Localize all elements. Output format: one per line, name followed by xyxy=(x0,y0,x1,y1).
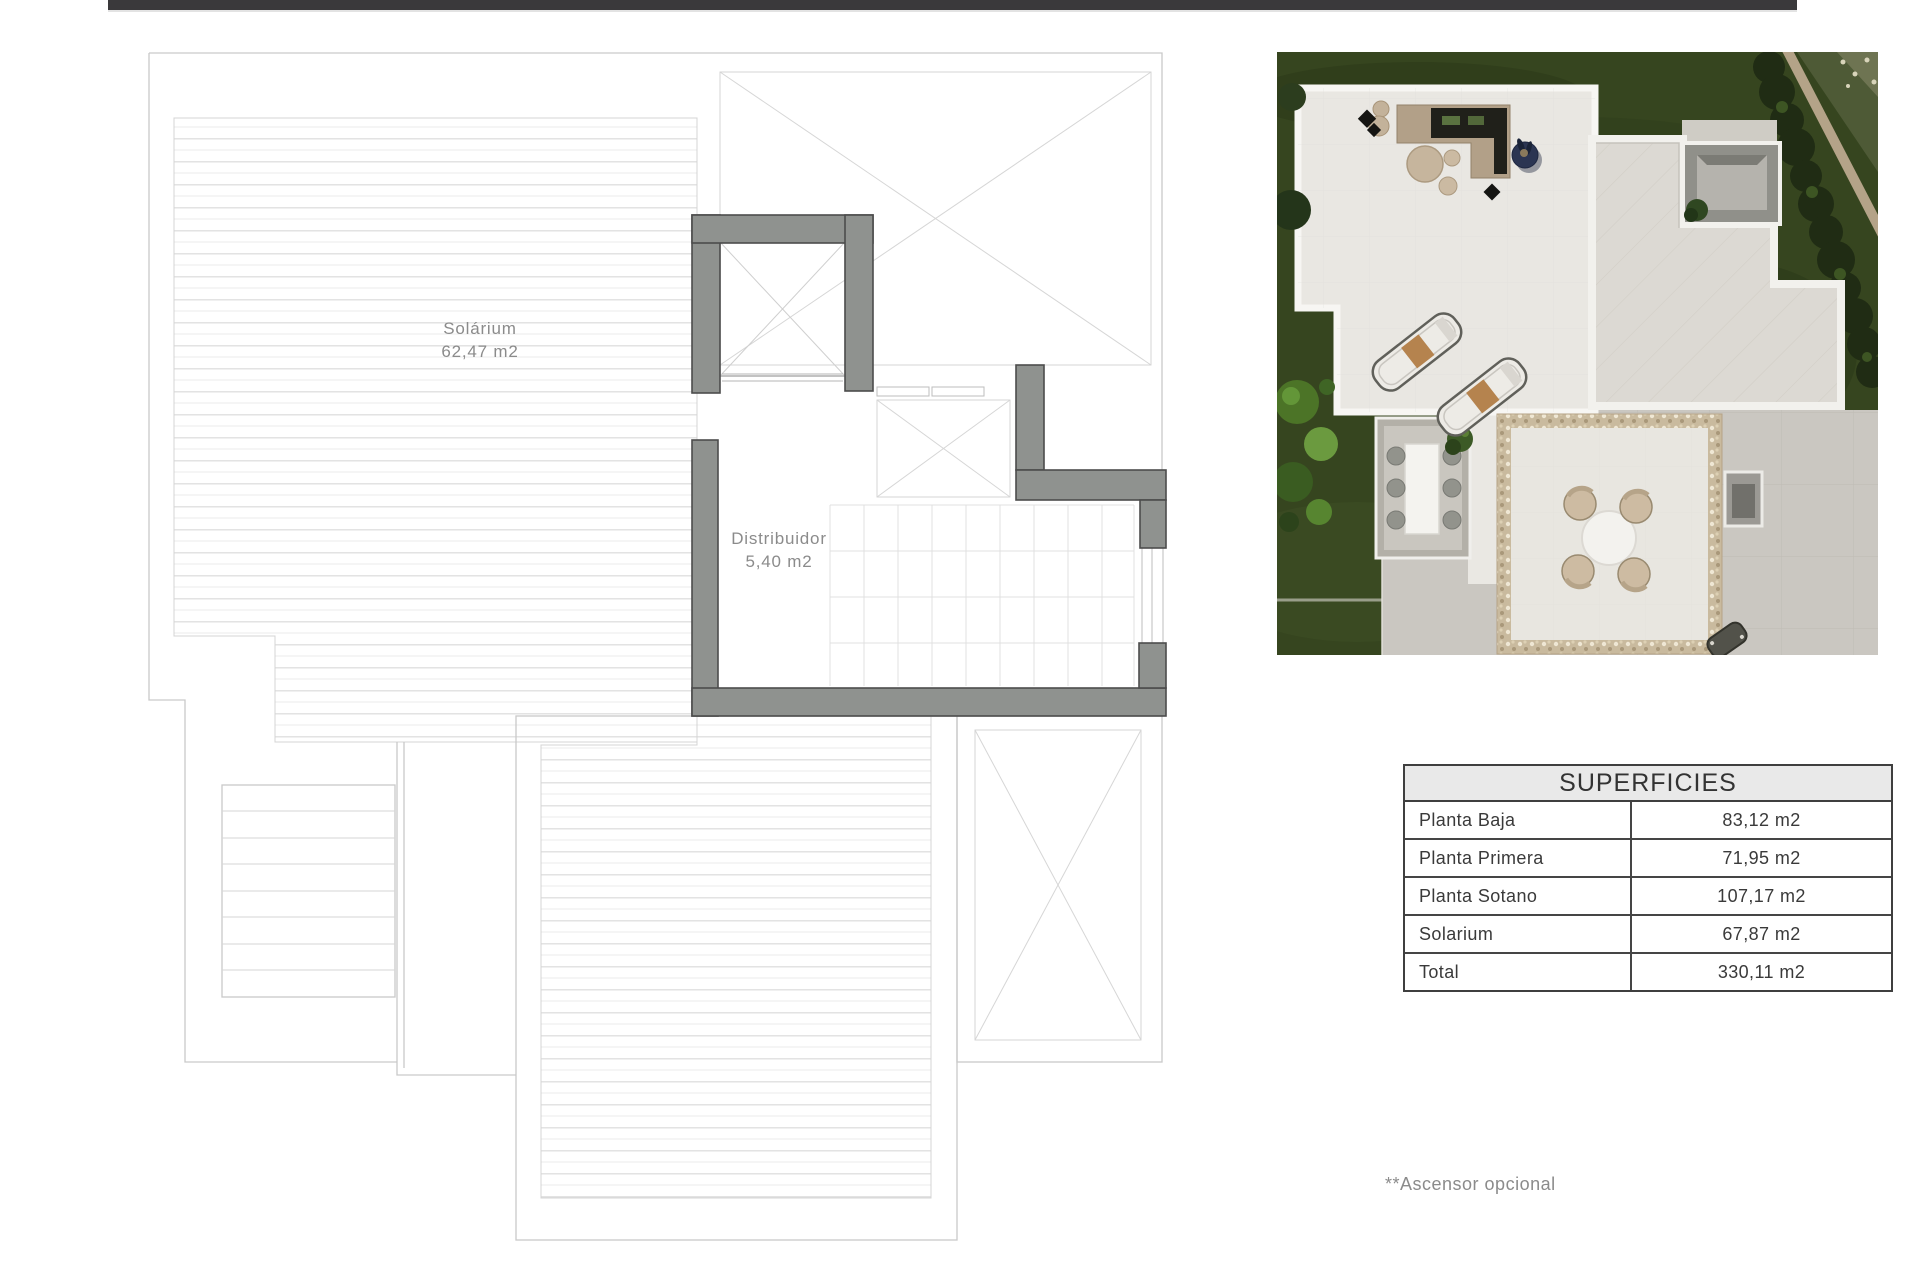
dining-table xyxy=(1405,444,1439,534)
pebble-platform xyxy=(1497,414,1722,654)
row-value: 71,95 m2 xyxy=(1722,848,1801,868)
dining-patio xyxy=(1376,418,1473,558)
stair-grid xyxy=(830,505,1134,686)
room-label-distribuidor: Distribuidor xyxy=(731,529,827,548)
row-label: Planta Primera xyxy=(1405,840,1632,876)
table-row xyxy=(1405,802,1891,840)
walkway xyxy=(1468,408,1499,584)
coffee-table xyxy=(1407,146,1443,182)
row-value: 330,11 m2 xyxy=(1717,962,1806,982)
coffee-table xyxy=(1439,177,1457,195)
areas-table-title: SUPERFICIES xyxy=(1405,766,1891,802)
table-row xyxy=(1405,954,1891,990)
row-label: Planta Baja xyxy=(1405,802,1632,838)
wall-segments xyxy=(692,215,1166,716)
green-cushion xyxy=(1468,116,1484,125)
coffee-table xyxy=(1444,150,1460,166)
elevator-shaft xyxy=(720,242,845,381)
side-stool xyxy=(1373,101,1389,117)
row-value: 67,87 m2 xyxy=(1722,924,1801,944)
room-label-solarium: Solárium xyxy=(443,319,517,338)
aerial-roof-photo xyxy=(1277,52,1878,655)
skylight-box xyxy=(1725,472,1762,526)
row-value: 107,17 m2 xyxy=(1717,886,1806,906)
room-area-distribuidor: 5,40 m2 xyxy=(745,552,813,571)
elevator-footnote: **Ascensor opcional xyxy=(1385,1174,1556,1194)
deck-striped-areas xyxy=(174,118,931,1198)
areas-table xyxy=(1403,764,1893,992)
row-label: Total xyxy=(1405,954,1632,990)
table-row xyxy=(1405,840,1891,878)
room-area-solarium: 62,47 m2 xyxy=(441,342,519,361)
table-row xyxy=(1405,878,1891,916)
stair-void xyxy=(1683,143,1780,224)
exterior-steps xyxy=(222,811,395,970)
table-row xyxy=(1405,916,1891,954)
green-cushion xyxy=(1442,116,1460,125)
row-label: Solarium xyxy=(1405,916,1632,952)
row-value: 83,12 m2 xyxy=(1722,810,1801,830)
row-label: Planta Sotano xyxy=(1405,878,1632,914)
